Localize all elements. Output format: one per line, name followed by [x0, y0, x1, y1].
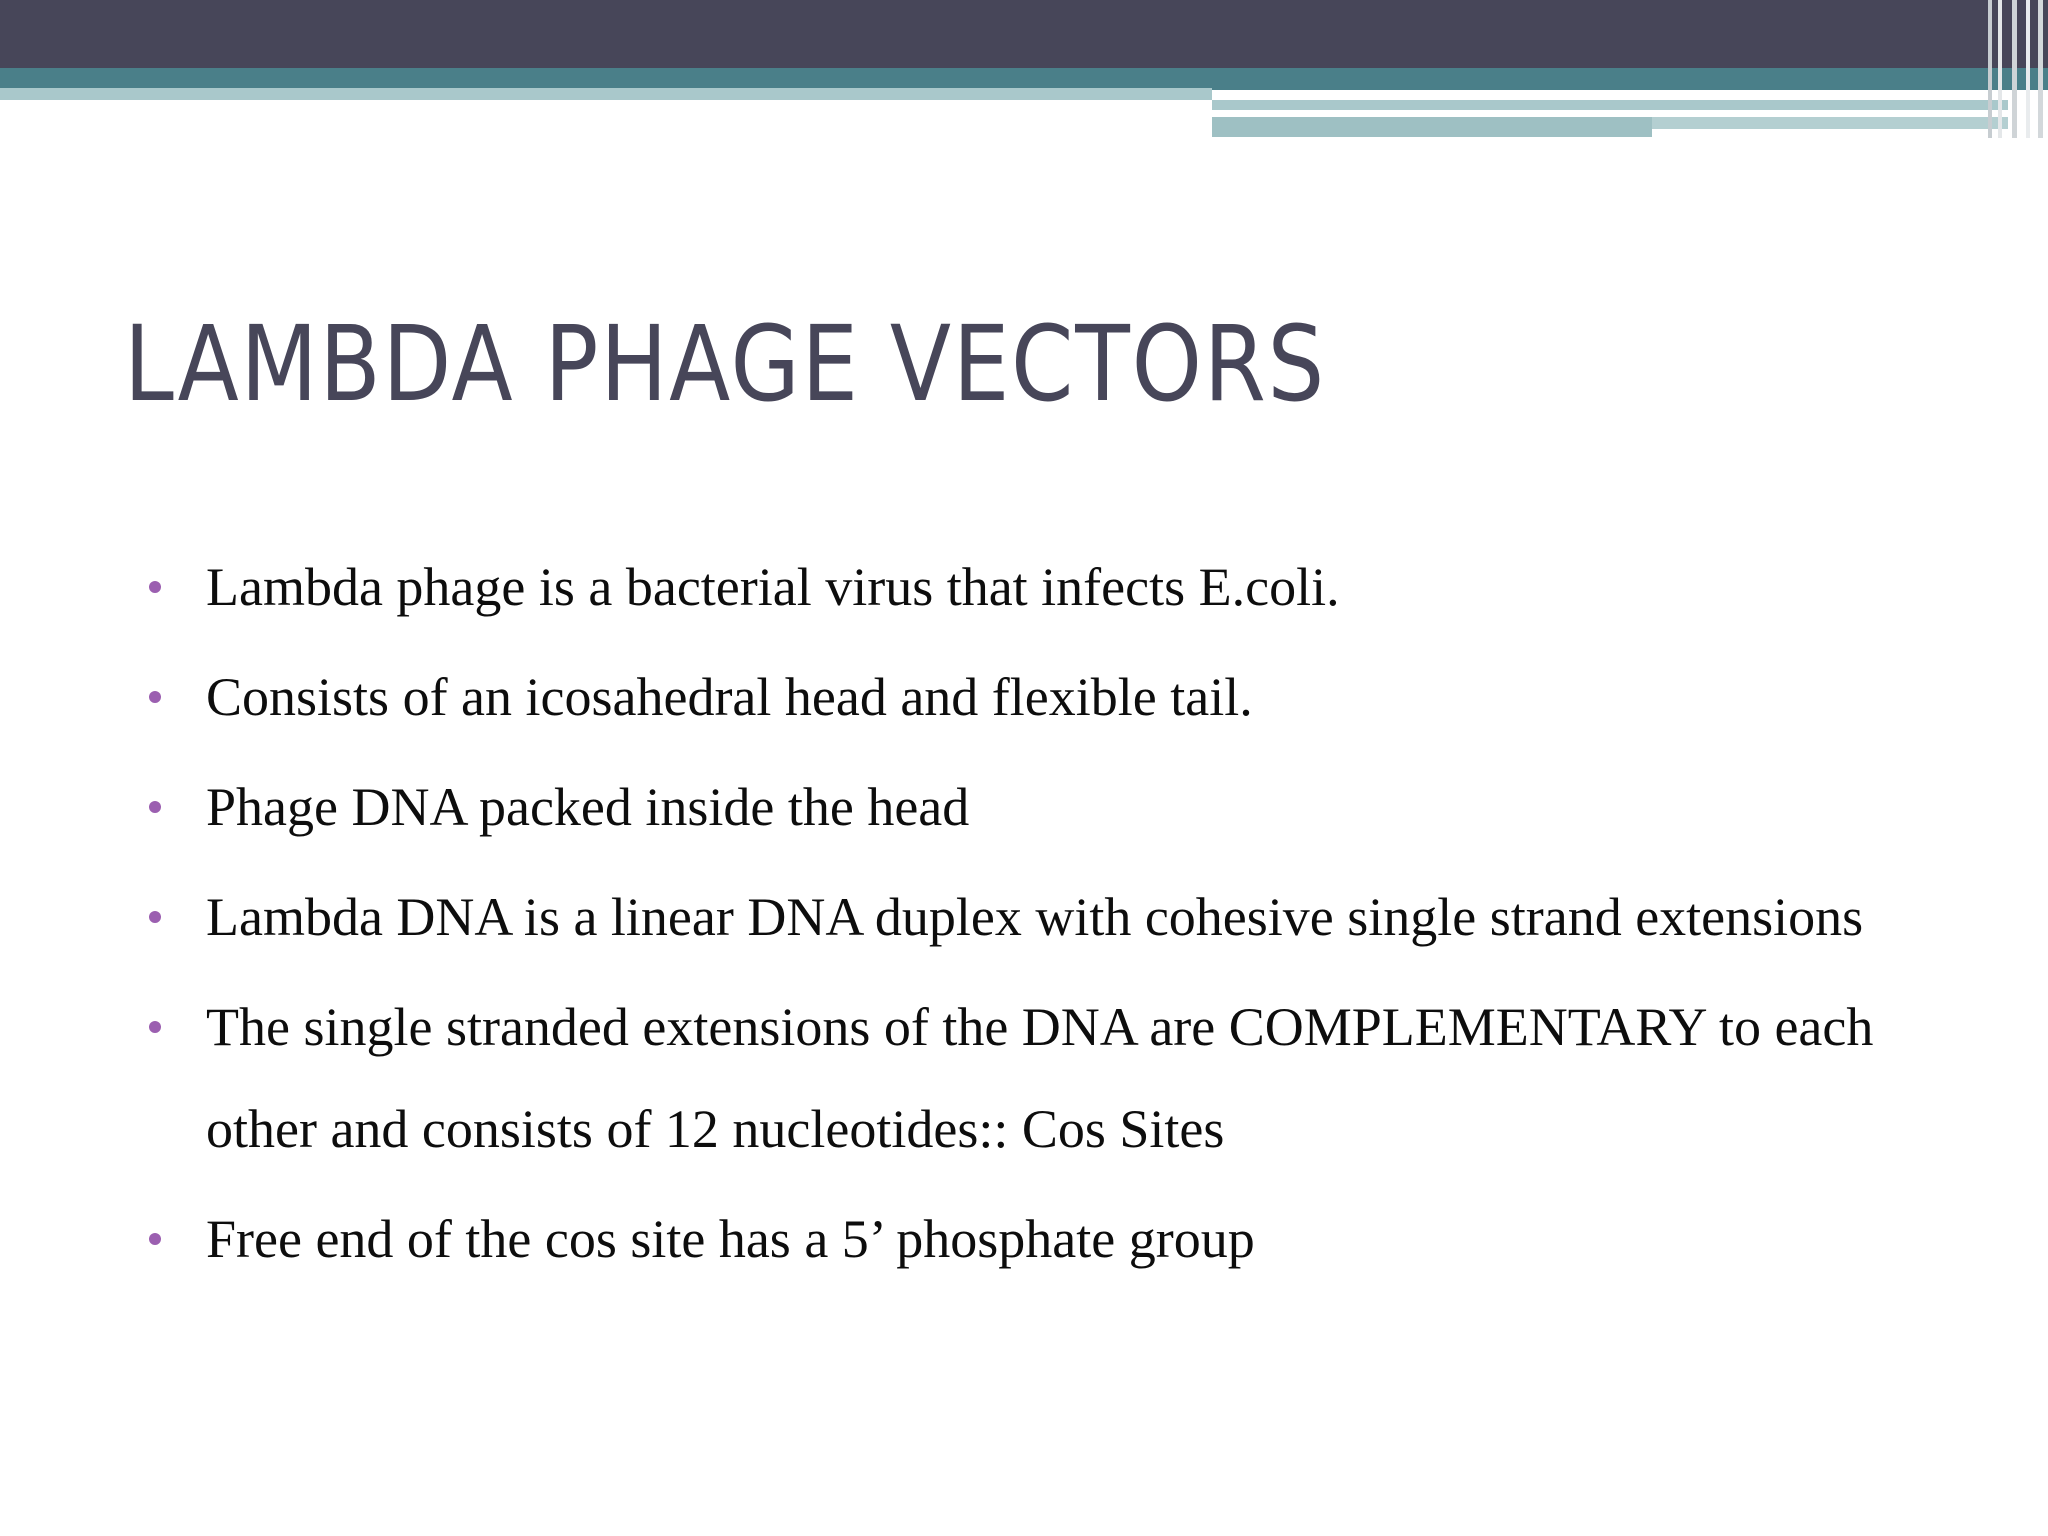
header-stripe — [1988, 0, 1992, 138]
header-stripe — [2012, 0, 2017, 138]
bullet-marker-icon — [149, 1021, 161, 1033]
bullet-marker-icon — [149, 801, 161, 813]
bullet-item — [145, 646, 1965, 748]
bullet-text: Phage DNA packed inside the head — [206, 777, 970, 837]
bullet-text: Lambda phage is a bacterial virus that infects E.coli. — [206, 557, 1340, 617]
bullet-text: Free end of the cos site has a 5’ phosphate group — [206, 1209, 1255, 1269]
header-band-light-right — [1212, 100, 2008, 110]
bullet-text: Consists of an icosahedral head and flexible tail. — [206, 667, 1253, 727]
header-stripe — [2038, 0, 2043, 138]
header-band-dark — [0, 0, 2048, 68]
bullet-item — [145, 1188, 1965, 1290]
header-band-teal — [0, 68, 2048, 90]
bullet-marker-icon — [149, 581, 161, 593]
slide-title: LAMBDA PHAGE VECTORS — [124, 303, 1327, 425]
bullet-item — [145, 976, 1965, 1180]
header-band-light-lower — [1212, 117, 1652, 137]
header-band-light-lower-end — [1652, 117, 2008, 129]
bullet-item — [145, 756, 1965, 858]
header-band-light-left — [0, 88, 1212, 100]
bullet-marker-icon — [149, 911, 161, 923]
header-stripe — [2026, 0, 2030, 138]
bullet-marker-icon — [149, 691, 161, 703]
bullet-list — [145, 536, 1965, 1298]
header-stripe — [1998, 0, 2002, 138]
bullet-item — [145, 866, 1965, 968]
bullet-marker-icon — [149, 1233, 161, 1245]
bullet-text: Lambda DNA is a linear DNA duplex with cohesive single strand extensions — [206, 887, 1864, 947]
bullet-item — [145, 536, 1965, 638]
bullet-text: The single stranded extensions of the DNA are COMPLEMENTARY to each other and consists of 12 nucleotides:: Cos Sites — [206, 997, 1874, 1159]
header-band-divider — [1212, 111, 1897, 116]
